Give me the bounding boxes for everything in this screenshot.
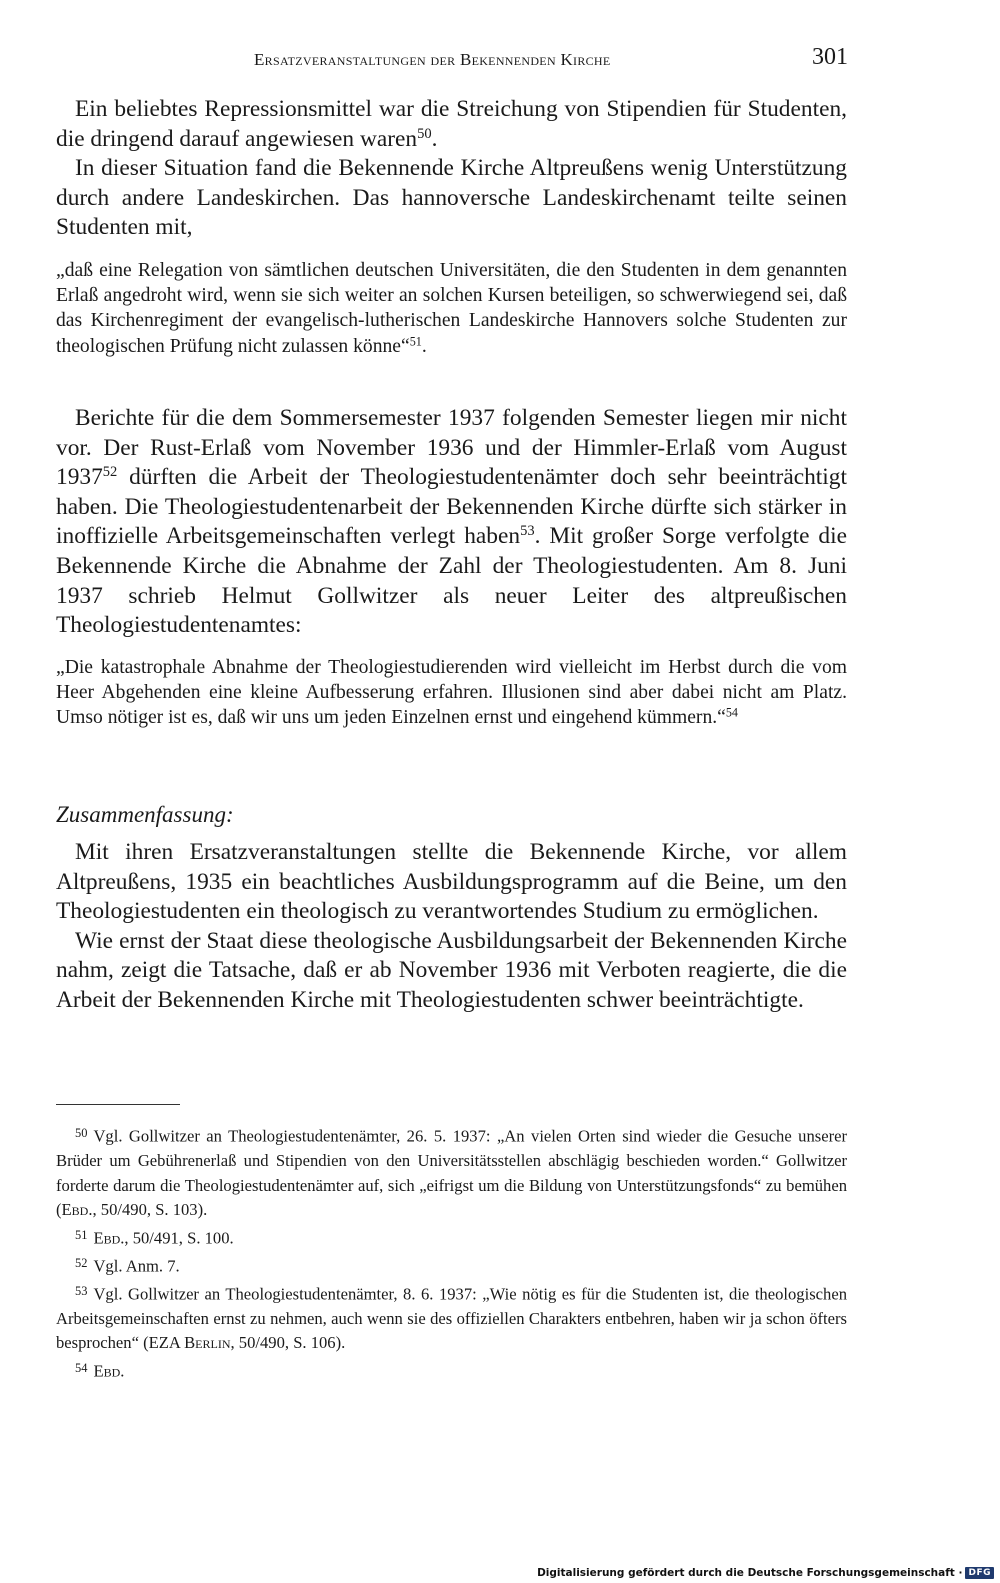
footnote-53: $^{53}$ Vgl. Gollwitzer an Theologiestudentenämter, 8. 6. 1937: „Wie nötig es für die Studenten ist, die theologischen Arbeitsgemeinschaften ernst zu nehmen, auch wenn sie des offiziellen Charakters entbehren, haben wir ja schon öfters besprochen“ (EZA Berlin, 50/490, S. 106). (56, 1283, 847, 1353)
body-section-2 (56, 404, 847, 641)
footnote-50: $^{50}$ Vgl. Gollwitzer an Theologiestudentenämter, 26. 5. 1937: „An vielen Orten sind wieder die Gesuche unserer Brüder um Gebührenerlaß und Stipendien von den Universitätsstellen abschlägig beschieden worden.“ Gollwitzer forderte darum die Theologiestudentenämter auf, sich „eifrigst um die Bildung von Unterstützungsfonds“ zu bemühen (Ebd., 50/490, S. 103). (56, 1126, 847, 1220)
running-title: Ersatzveranstaltungen der Bekennenden Kirche (254, 50, 611, 69)
paragraph-5: Wie ernst der Staat diese theologische Ausbildungsarbeit der Bekennenden Kirche nahm, zeigt die Tatsache, daß er ab November 1936 mit Verboten reagierte, die die Arbeit der Bekennenden Kirche mit Theologiestudenten schwer beeinträchtigte. (56, 927, 847, 1013)
footnotes (56, 1121, 847, 1384)
page-number: 301 (812, 44, 848, 70)
paragraph-4: Mit ihren Ersatzveranstaltungen stellte die Bekennende Kirche, vor allem Altpreußens, 1935 ein beachtliches Ausbildungsprogramm auf die Beine, um den Theologiestudenten ein theologisch zu verantwortendes Studium zu ermöglichen. (56, 839, 847, 925)
block-quote-1: „daß eine Relegation von sämtlichen deutschen Universitäten, die den Studenten in dem genannten Erlaß angedroht wird, wenn sie sich weiter an solchen Kursen beteiligen, so schwerwiegend sei, daß das Kirchenregiment der evangelisch-lutherischen Landeskirche Hannovers solche Studenten zur theologischen Prüfung nicht zulassen könne“$^{51}$. (56, 260, 847, 357)
running-header (0, 44, 1000, 78)
credit-text: Digitalisierung gefördert durch die Deutsche Forschungsgemeinschaft · (537, 1567, 963, 1579)
footnote-ref-51[interactable]: 51 (409, 333, 422, 348)
section-heading: Zusammenfassung: (56, 802, 234, 827)
footnote-separator (56, 1104, 180, 1105)
body-section-3 (56, 838, 847, 1016)
footnote-ref-53[interactable]: 53 (520, 523, 535, 540)
footnote-52: $^{52}$ Vgl. Anm. 7. (75, 1255, 180, 1275)
footnote-54: $^{54}$ Ebd. (75, 1360, 125, 1381)
digitization-credit (537, 1567, 994, 1579)
paragraph-1: Ein beliebtes Repressionsmittel war die Streichung von Stipendien für Studenten, die dringend darauf angewiesen waren$^{50}$. (56, 96, 847, 152)
footnote-ref-54[interactable]: 54 (725, 705, 738, 720)
footnote-51: $^{51}$ Ebd., 50/491, S. 100. (75, 1227, 234, 1248)
paragraph-2: In dieser Situation fand die Bekennende Kirche Altpreußens wenig Unterstützung durch andere Landeskirchen. Das hannoversche Landeskirchenamt teilte seinen Studenten mit, (56, 155, 847, 241)
paragraph-3: Berichte für die dem Sommersemester 1937 folgenden Semester liegen mir nicht vor. Der Rust-Erlaß vom November 1936 und der Himmler-Erlaß vom August 1937$^{52}$ dürften die Arbeit der Theologiestudentenämter doch sehr beeinträchtigt haben. Die Theologiestudentenarbeit der Bekennenden Kirche dürfte sich stärker in inoffizielle Arbeitsgemeinschaften verlegt haben$^{53}$. Mit großer Sorge verfolgte die Bekennende Kirche die Abnahme der Zahl der Theologiestudenten. Am 8. Juni 1937 schrieb Helmut Gollwitzer als neuer Leiter des altpreußischen Theologiestudentenamtes: (56, 405, 847, 639)
dfg-logo-icon: DFG (965, 1567, 994, 1579)
block-quote-2: „Die katastrophale Abnahme der Theologiestudierenden wird vielleicht im Herbst durch die vom Heer Abgehenden eine kleine Aufbesserung erfahren. Illusionen sind aber dabei nicht am Platz. Umso nötiger ist es, daß wir uns um jeden Einzelnen ernst und eingehend kümmern.“$^{54}$ (56, 657, 847, 729)
footnote-ref-50[interactable]: 50 (417, 125, 432, 142)
body-section-1 (56, 95, 847, 243)
footnote-ref-52[interactable]: 52 (102, 464, 118, 481)
